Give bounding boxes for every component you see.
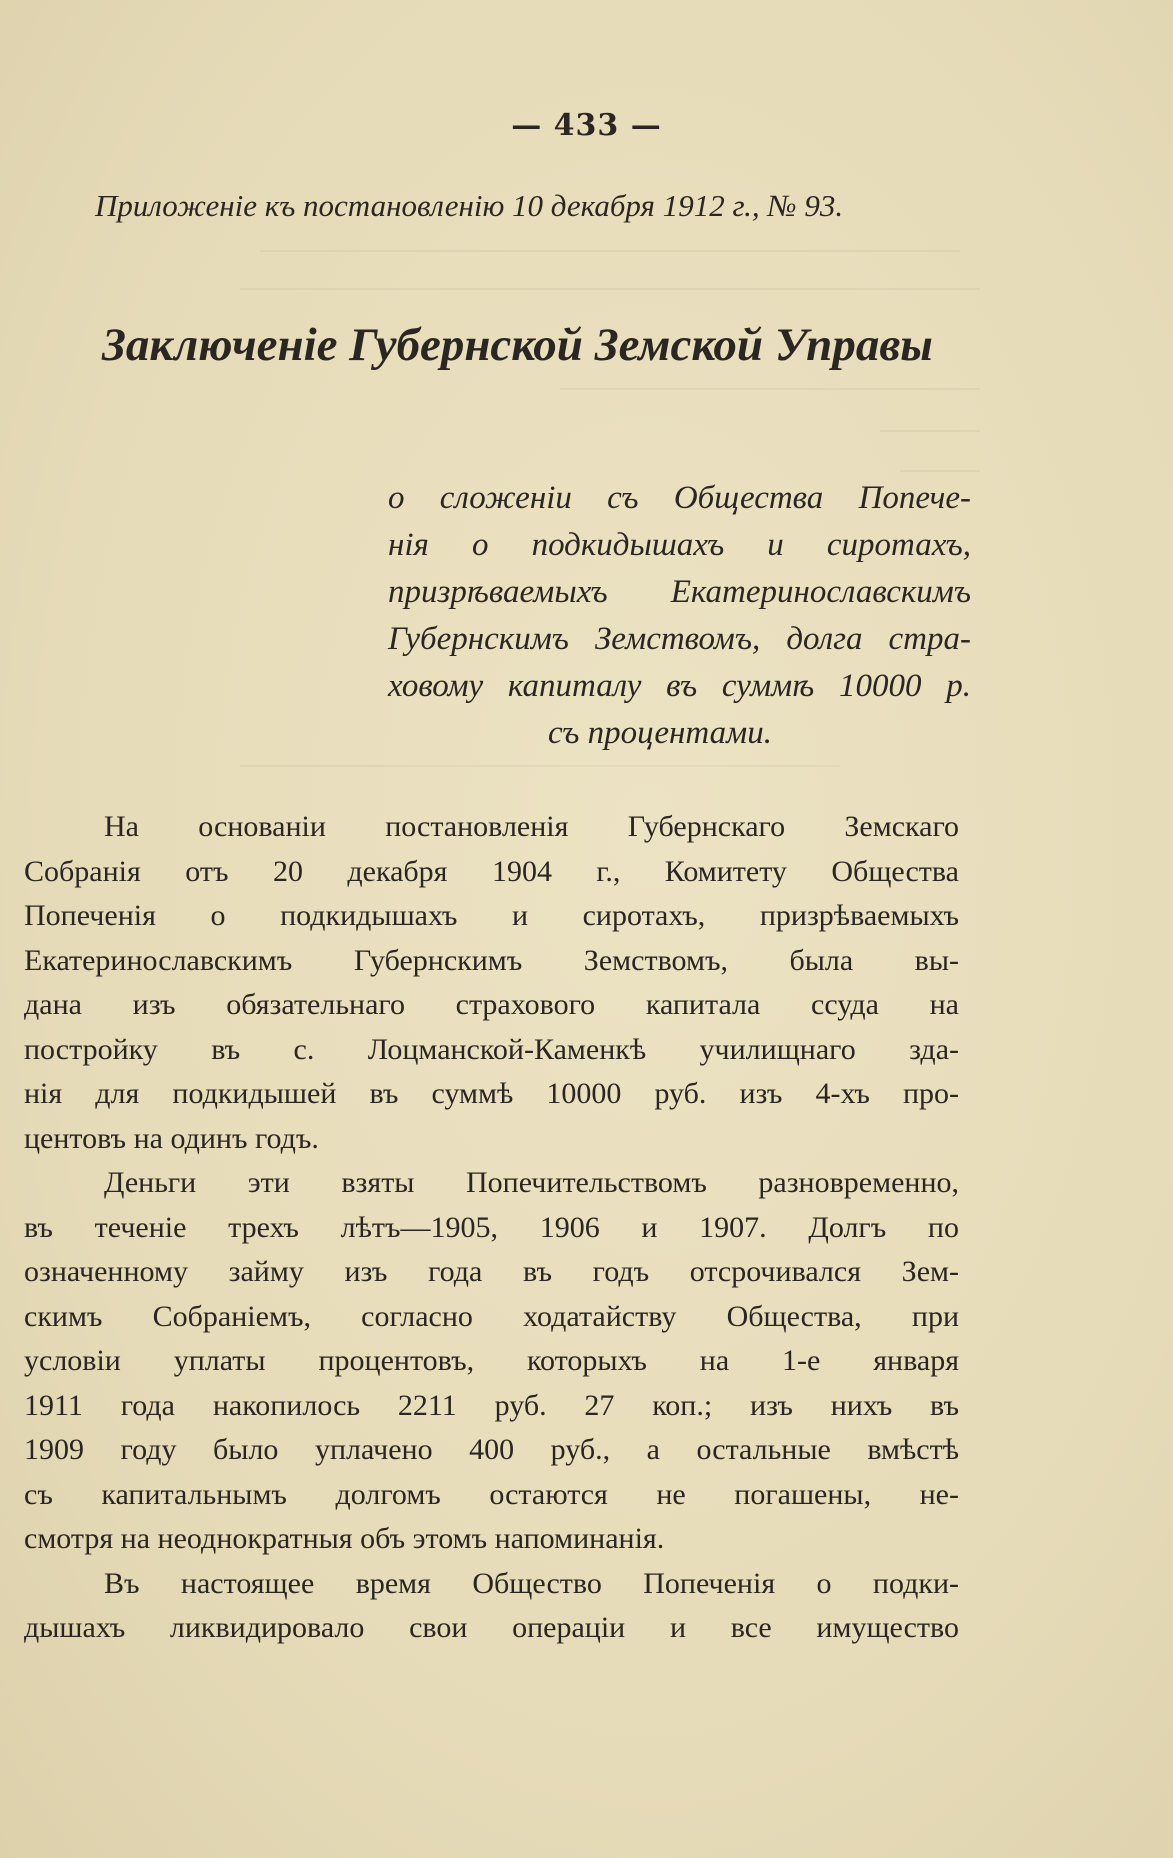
- subtitle-line: съ процентами.: [548, 715, 772, 751]
- body-line: съ капитальнымъ долгомъ остаются не погашены, не-: [24, 1477, 959, 1511]
- subtitle-line: о сложенiи съ Общества Попече-: [388, 480, 971, 516]
- body-line: дана изъ обязательнаго страхового капитала ссуда на: [24, 988, 959, 1021]
- body-line: Деньги эти взяты Попечительствомъ разновременно,: [104, 1166, 959, 1199]
- body-line: центовъ на одинъ годъ.: [24, 1121, 319, 1155]
- attachment-note: Приложенiе къ постановленiю 10 декабря 1912 г., № 93.: [95, 188, 844, 223]
- body-line: нiя для подкидышей въ суммѣ 10000 руб. изъ 4-хъ про-: [24, 1077, 959, 1110]
- body-line: дышахъ ликвидировало свои операцiи и все имущество: [24, 1611, 959, 1644]
- body-line: скимъ Собранiемъ, согласно ходатайству Общества, при: [24, 1299, 959, 1333]
- subtitle-line: Губернскимъ Земствомъ, долга стра-: [388, 621, 971, 657]
- body-line: смотря на неоднократныя объ этомъ напоминанiя.: [24, 1522, 665, 1555]
- body-text: [24, 805, 959, 1651]
- body-line: На основанiи постановленiя Губернскаго Земскаго: [104, 810, 959, 843]
- body-line: Въ настоящее время Общество Попеченiя о подки-: [104, 1566, 959, 1600]
- page-number: — 433 —: [511, 108, 662, 143]
- body-line: Попеченiя о подкидышахъ и сиротахъ, призрѣваемыхъ: [24, 899, 959, 932]
- subtitle-line: ховому капиталу въ суммѣ 10000 р.: [388, 668, 971, 704]
- body-line: означенному займу изъ года въ годъ отсрочивался Зем-: [24, 1255, 959, 1288]
- body-line: постройку въ с. Лоцманской-Каменкѣ училищнаго зда-: [24, 1032, 959, 1066]
- body-line: Собранiя отъ 20 декабря 1904 г., Комитету Общества: [24, 854, 959, 888]
- subtitle-line: призрѣваемыхъ Екатеринославскимъ: [388, 574, 971, 610]
- body-line: 1911 года накопилось 2211 руб. 27 коп.; изъ нихъ въ: [24, 1388, 959, 1422]
- subtitle-line: нiя о подкидышахъ и сиротахъ,: [388, 527, 971, 563]
- document-title: Заключенiе Губернской Земской Управы: [102, 319, 933, 371]
- document-subtitle: [388, 475, 971, 757]
- body-line: Екатеринославскимъ Губернскимъ Земствомъ, была вы-: [24, 943, 959, 977]
- body-line: въ теченiе трехъ лѣтъ—1905, 1906 и 1907. Долгъ по: [24, 1210, 959, 1244]
- body-line: 1909 году было уплачено 400 руб., а остальные вмѣстѣ: [24, 1433, 959, 1466]
- body-line: условiи уплаты процентовъ, которыхъ на 1-е января: [24, 1344, 959, 1377]
